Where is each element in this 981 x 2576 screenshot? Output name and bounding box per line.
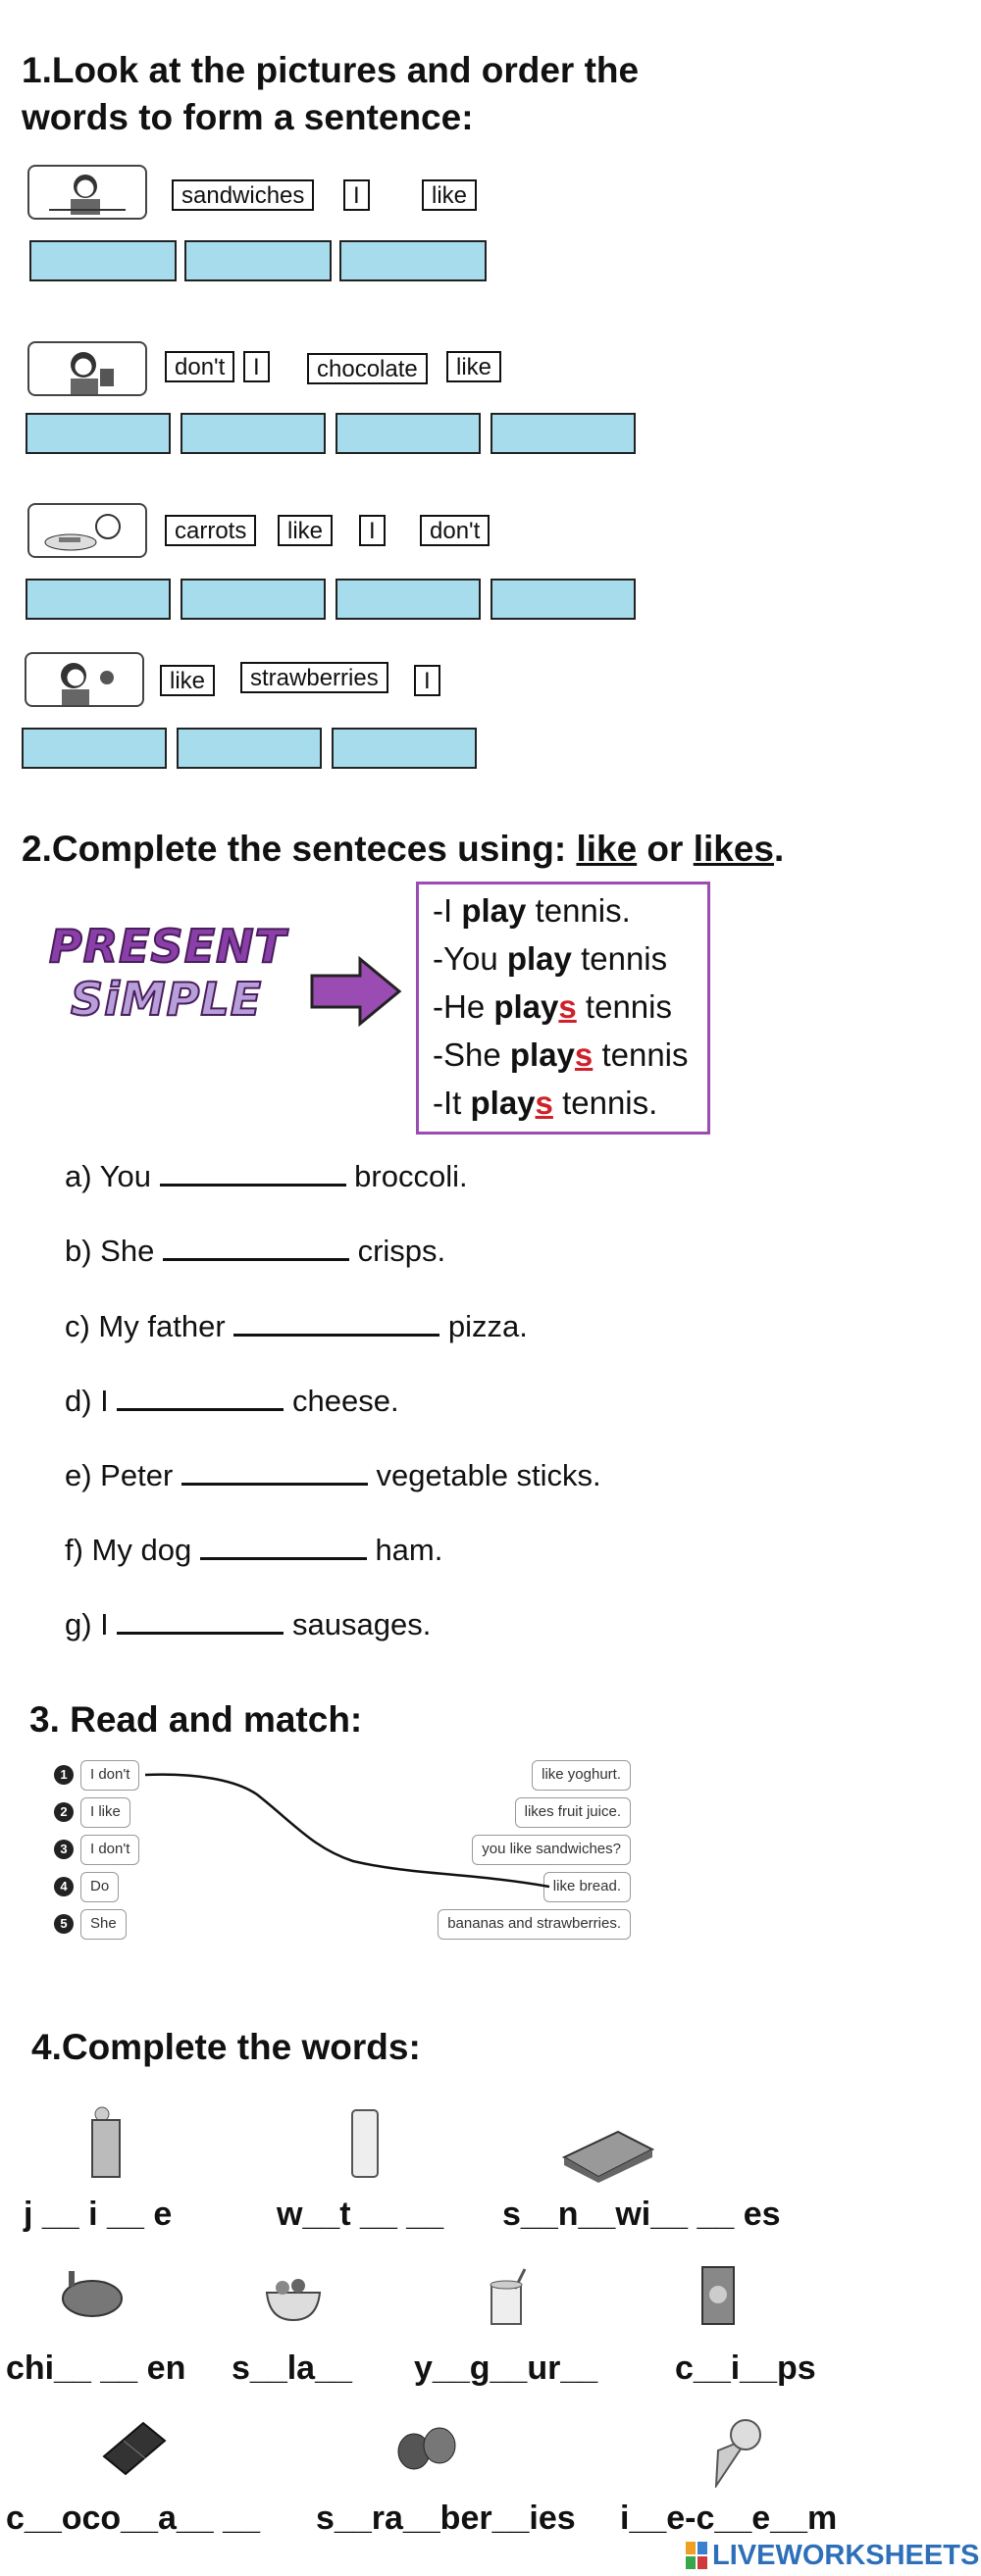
rule-line: -She plays tennis <box>433 1036 689 1073</box>
fill-blank[interactable] <box>181 1457 368 1486</box>
answer-blank[interactable] <box>26 413 171 454</box>
present-simple-badge: PRESENT SiMPLE <box>49 920 286 1026</box>
crisps-icon <box>697 2263 740 2328</box>
word-card[interactable]: carrots <box>165 515 256 546</box>
answer-blank[interactable] <box>339 240 487 281</box>
word-crisps[interactable]: c__i__ps <box>675 2349 816 2387</box>
boy-chocolate-picture <box>27 341 147 396</box>
fill-blank[interactable] <box>117 1606 284 1635</box>
match-right-item[interactable]: like bread. <box>543 1872 631 1902</box>
word-card[interactable]: like <box>278 515 333 546</box>
answer-blank[interactable] <box>26 579 171 620</box>
answer-blank[interactable] <box>181 413 326 454</box>
match-number: 3 <box>54 1840 74 1859</box>
match-number: 1 <box>54 1765 74 1785</box>
answer-blank[interactable] <box>490 413 636 454</box>
boy-carrots-picture <box>27 503 147 558</box>
juice-glass-icon <box>86 2106 126 2180</box>
word-card[interactable]: sandwiches <box>172 179 314 211</box>
section4-title: 4.Complete the words: <box>31 2027 421 2067</box>
word-ice-cream[interactable]: i__e-c__e__m <box>620 2500 838 2537</box>
answer-blank[interactable] <box>336 413 481 454</box>
word-chicken[interactable]: chi__ __ en <box>6 2349 186 2387</box>
answer-blank[interactable] <box>336 579 481 620</box>
match-number: 5 <box>54 1914 74 1934</box>
salad-icon <box>263 2273 324 2322</box>
word-chocolate[interactable]: c__oco__a__ __ <box>6 2500 260 2537</box>
exercise-e: e) Peter vegetable sticks. <box>65 1458 601 1492</box>
strawberries-icon <box>392 2422 463 2473</box>
exercise-f: f) My dog ham. <box>65 1533 443 1567</box>
word-card[interactable]: I <box>243 351 270 382</box>
match-right-item[interactable]: like yoghurt. <box>532 1760 631 1791</box>
fill-blank[interactable] <box>160 1158 346 1187</box>
word-card[interactable]: I <box>343 179 370 211</box>
word-card[interactable]: like <box>422 179 477 211</box>
section2-title: 2.Complete the senteces using: like or likes. <box>22 829 785 869</box>
right-arrow-icon <box>309 956 402 1027</box>
word-card[interactable]: strawberries <box>240 662 388 693</box>
exercise-a: a) You broccoli. <box>65 1159 468 1193</box>
chicken-icon <box>57 2263 126 2322</box>
rule-line: -It plays tennis. <box>433 1085 658 1121</box>
word-sandwiches[interactable]: s__n__wi__ __ es <box>502 2196 781 2233</box>
fill-blank[interactable] <box>163 1233 349 1261</box>
word-card[interactable]: chocolate <box>307 353 428 384</box>
rule-box <box>416 882 710 1135</box>
match-left-item[interactable]: I don't <box>80 1760 139 1791</box>
match-number: 2 <box>54 1802 74 1822</box>
section1-title: 1.Look at the pictures and order the words to form a sentence: <box>22 50 640 137</box>
match-right-item[interactable]: you like sandwiches? <box>472 1835 631 1865</box>
match-right-item[interactable]: bananas and strawberries. <box>438 1909 631 1940</box>
answer-blank[interactable] <box>490 579 636 620</box>
exercise-b: b) She crisps. <box>65 1234 446 1268</box>
water-glass-icon <box>349 2108 381 2181</box>
boy-strawberries-picture <box>25 652 144 707</box>
yoghurt-icon <box>486 2267 529 2328</box>
liveworksheets-icon <box>685 2541 708 2570</box>
section3-title: 3. Read and match: <box>29 1699 363 1740</box>
sandwich-icon <box>559 2128 657 2183</box>
word-juice[interactable]: j __ i __ e <box>24 2196 173 2233</box>
word-water[interactable]: w__t __ __ <box>277 2196 444 2233</box>
match-right-item[interactable]: likes fruit juice. <box>515 1797 631 1828</box>
word-card[interactable]: I <box>359 515 386 546</box>
match-left-item[interactable]: Do <box>80 1872 119 1902</box>
word-card[interactable]: like <box>446 351 501 382</box>
answer-blank[interactable] <box>184 240 332 281</box>
rule-line: -He plays tennis <box>433 988 672 1025</box>
match-left-item[interactable]: I don't <box>80 1835 139 1865</box>
fill-blank[interactable] <box>233 1308 439 1337</box>
answer-blank[interactable] <box>177 728 322 769</box>
answer-blank[interactable] <box>29 240 177 281</box>
exercise-g: g) I sausages. <box>65 1607 432 1642</box>
answer-blank[interactable] <box>181 579 326 620</box>
exercise-c: c) My father pizza. <box>65 1309 528 1343</box>
match-number: 4 <box>54 1877 74 1896</box>
word-salad[interactable]: s__la__ <box>232 2349 352 2387</box>
fill-blank[interactable] <box>200 1532 367 1560</box>
word-card[interactable]: don't <box>165 351 234 382</box>
word-card[interactable]: don't <box>420 515 490 546</box>
word-strawberries[interactable]: s__ra__ber__ies <box>316 2500 576 2537</box>
match-left-item[interactable]: I like <box>80 1797 130 1828</box>
word-yoghurt[interactable]: y__g__ur__ <box>414 2349 598 2387</box>
chocolate-icon <box>98 2417 169 2476</box>
ice-cream-icon <box>708 2417 767 2488</box>
liveworksheets-logo: LIVEWORKSHEETS <box>685 2540 979 2571</box>
rule-line: -You play tennis <box>433 940 668 977</box>
fill-blank[interactable] <box>117 1383 284 1411</box>
word-card[interactable]: I <box>414 665 440 696</box>
match-left-item[interactable]: She <box>80 1909 127 1940</box>
word-card[interactable]: like <box>160 665 215 696</box>
exercise-d: d) I cheese. <box>65 1384 399 1418</box>
rule-line: -I play tennis. <box>433 892 631 929</box>
answer-blank[interactable] <box>332 728 477 769</box>
answer-blank[interactable] <box>22 728 167 769</box>
girl-eating-picture <box>27 165 147 220</box>
